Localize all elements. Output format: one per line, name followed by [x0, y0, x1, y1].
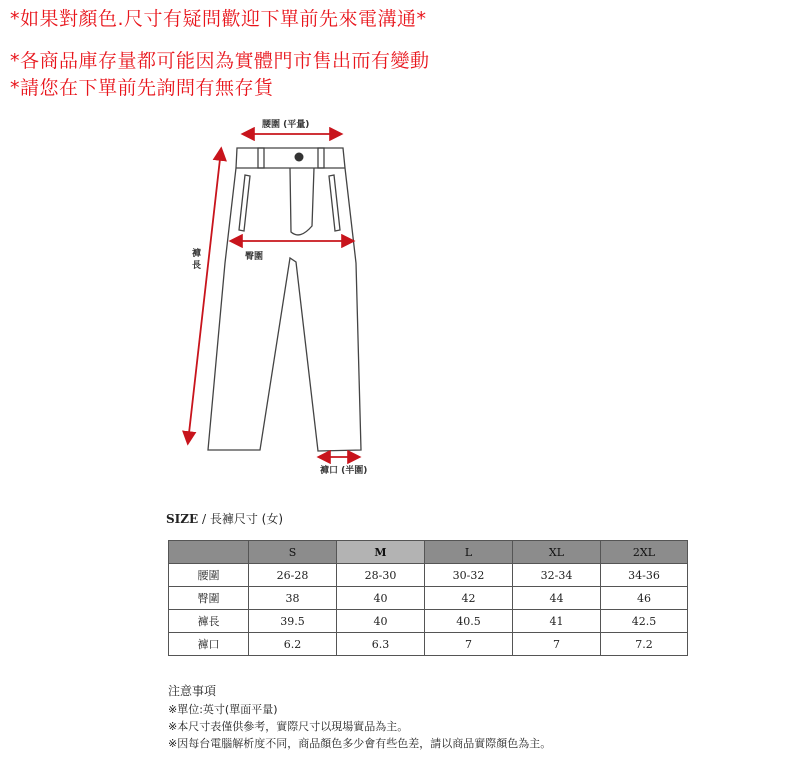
table-row [169, 564, 688, 587]
table-cell: 46 [601, 587, 688, 610]
table-cell: 30-32 [425, 564, 513, 587]
table-cell: 28-30 [337, 564, 425, 587]
table-cell: 7.2 [601, 633, 688, 656]
note-item: ※因每台電腦解析度不同，商品顏色多少會有些色差，請以商品實際顏色為主。 [168, 737, 552, 750]
size-header-l: L [425, 541, 513, 564]
note-item: ※本尺寸表僅供參考，實際尺寸以現場實品為主。 [168, 720, 409, 733]
table-row [169, 633, 688, 656]
size-header-2xl: 2XL [601, 541, 688, 564]
pants-outline [208, 148, 361, 451]
size-title-sep: / [198, 512, 210, 526]
table-cell: 34-36 [601, 564, 688, 587]
table-cell: 26-28 [249, 564, 337, 587]
note-item: ※單位:英寸(單面平量) [168, 703, 278, 716]
table-cell: 32-34 [513, 564, 601, 587]
size-title-en: SIZE [166, 512, 199, 526]
row-label-hem: 褲口 [169, 633, 249, 656]
table-cell: 40.5 [425, 610, 513, 633]
hip-label: 臀圍 [245, 252, 264, 262]
table-cell: 42.5 [601, 610, 688, 633]
table-row [169, 587, 688, 610]
notice-line-3: *請您在下單前先詢問有無存貨 [10, 77, 274, 99]
table-cell: 44 [513, 587, 601, 610]
notes-heading: 注意事項 [168, 684, 217, 698]
table-cell: 7 [425, 633, 513, 656]
table-cell: 7 [513, 633, 601, 656]
size-table [168, 540, 688, 656]
size-header-xl: XL [513, 541, 601, 564]
size-header-s: S [249, 541, 337, 564]
table-row [169, 610, 688, 633]
waist-label: 腰圍 (平量) [262, 120, 310, 130]
notes-section [168, 683, 551, 752]
table-cell: 6.3 [337, 633, 425, 656]
table-cell: 6.2 [249, 633, 337, 656]
size-header-empty [169, 541, 249, 564]
table-cell: 39.5 [249, 610, 337, 633]
table-cell: 40 [337, 587, 425, 610]
row-label-hip: 臀圍 [169, 587, 249, 610]
table-cell: 38 [249, 587, 337, 610]
table-cell: 40 [337, 610, 425, 633]
row-label-length: 褲長 [169, 610, 249, 633]
hem-label: 褲口 (半圍) [320, 466, 368, 476]
notice-line-1: *如果對顏色.尺寸有疑問歡迎下單前先來電溝通* [10, 8, 427, 30]
button-icon [295, 153, 304, 162]
size-header-m: M [337, 541, 425, 564]
size-table-header [169, 541, 688, 564]
size-title-cn: 長褲尺寸 (女) [209, 512, 284, 526]
size-chart-title [166, 510, 283, 527]
length-label-bottom: 長 [192, 261, 202, 271]
length-label-top: 褲 [192, 249, 202, 259]
table-cell: 41 [513, 610, 601, 633]
notice-line-2: *各商品庫存量都可能因為實體門市售出而有變動 [10, 50, 430, 72]
table-cell: 42 [425, 587, 513, 610]
row-label-waist: 腰圍 [169, 564, 249, 587]
